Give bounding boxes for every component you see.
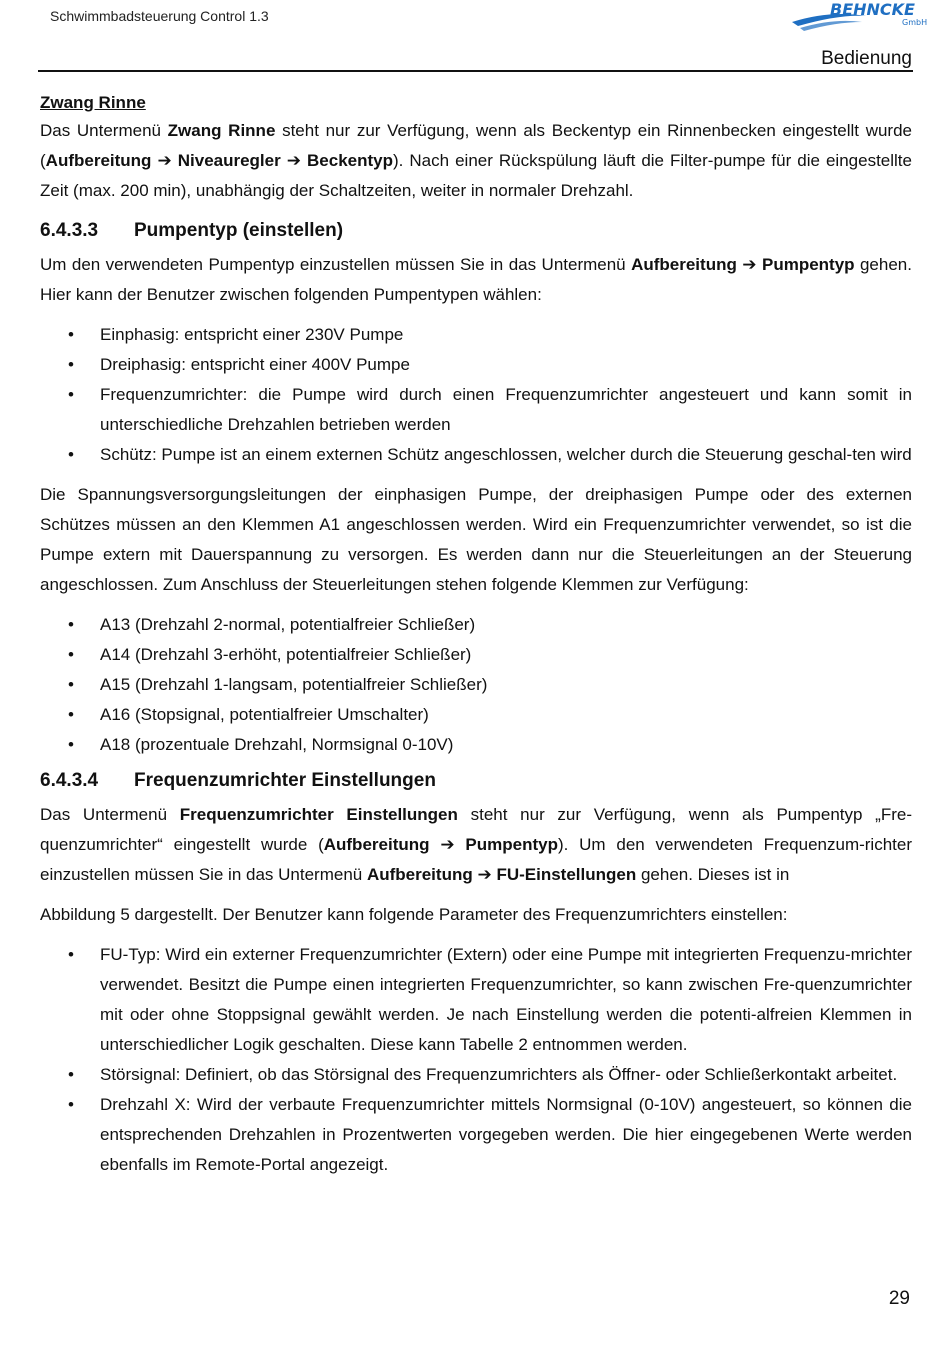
arrow-icon: ➔ (286, 151, 301, 170)
list-item: • Frequenzumrichter: die Pumpe wird durch einen Frequenzumrichter angesteuert und kann somit in unterschiedliche Drehzahlen betrieben werden (68, 385, 912, 434)
document-title: Schwimmbadsteuerung Control 1.3 (50, 8, 269, 24)
list-terminals (40, 610, 912, 760)
list-item: • Drehzahl X: Wird der verbaute Frequenzumrichter mittels Normsignal (0-10V) angesteuert, so können die entsprechenden Drehzahlen in Prozentwerten vorgegeben werden. Die hier eingegebenen Werte werden ebenfalls im Remote-Portal angezeigt. (68, 1095, 912, 1174)
paragraph-fu-parameters: Abbildung 5 dargestellt. Der Benutzer kann folgende Parameter des Frequenzumrichters einstellen: (40, 905, 788, 924)
behncke-logo (790, 0, 936, 34)
list-pumpentypes (40, 320, 912, 470)
page-content (40, 90, 912, 1180)
list-item: • Störsignal: Definiert, ob das Störsignal des Frequenzumrichters als Öffner- oder Schließerkontakt arbeitet. (68, 1065, 898, 1084)
heading-6-4-3-4: 6.4.3.4 Frequenzumrichter Einstellungen (40, 770, 436, 791)
list-item: • Schütz: Pumpe ist an einem externen Schütz angeschlossen, welcher durch die Steuerung geschal-ten wird (68, 445, 912, 464)
paragraph-fu-intro: Das Untermenü Frequenzumrichter Einstellungen steht nur zur Verfügung, wenn als Pumpentyp „Fre-quenzumrichter“ eingestellt wurde (Aufbereitung ➔ Pumpentyp). Um den verwendeten Frequenzum-richter einzustellen müssen Sie in das Untermenü Aufbereitung ➔ FU-Einstellungen gehen. Dieses ist in (40, 805, 913, 884)
list-item: • A15 (Drehzahl 1-langsam, potentialfreier Schließer) (68, 675, 488, 694)
logo-text: BEHNCKE (830, 0, 915, 19)
list-item: • A16 (Stopsignal, potentialfreier Umschalter) (68, 705, 429, 724)
header-rule (38, 70, 913, 72)
section-title: Bedienung (821, 48, 912, 69)
list-item: • FU-Typ: Wird ein externer Frequenzumrichter (Extern) oder eine Pumpe mit integrierten Frequenzu-mrichter verwendet. Besitzt die Pumpe einen integrierten Frequenzumrichter, so kann zwischen Fre-quenzumrichter mit oder ohne Stoppsignal gewählt werden. Je nach Einstellung werden die potenti-alfreien Klemmen in unterschiedlicher Logik geschalten. Diese kann Tabelle 2 entnommen werden. (68, 945, 912, 1054)
list-item: • Dreiphasig: entspricht einer 400V Pumpe (68, 355, 410, 374)
arrow-icon: ➔ (742, 255, 757, 274)
page-number: 29 (888, 1288, 910, 1309)
heading-6-4-3-3: 6.4.3.3 Pumpentyp (einstellen) (40, 220, 344, 241)
paragraph-zwang-rinne: Das Untermenü Zwang Rinne steht nur zur Verfügung, wenn als Beckentyp ein Rinnenbecken eingestellt wurde (Aufbereitung ➔ Niveauregler ➔ Beckentyp). Nach einer Rückspülung läuft die Filter-pumpe für die eingestellte Zeit (max. 200 min), unabhängig der Schaltzeiten, weiter in normaler Drehzahl. (40, 121, 913, 200)
subheading-zwang-rinne: Zwang Rinne (40, 93, 146, 112)
list-item: • Einphasig: entspricht einer 230V Pumpe (68, 325, 404, 344)
list-fu-parameters (40, 940, 912, 1180)
logo-sub: GmbH (902, 18, 928, 27)
list-item: • A18 (prozentuale Drehzahl, Normsignal 0-10V) (68, 735, 454, 754)
list-item: • A14 (Drehzahl 3-erhöht, potentialfreier Schließer) (68, 645, 472, 664)
paragraph-spannungsversorgung: Die Spannungsversorgungsleitungen der einphasigen Pumpe, der dreiphasigen Pumpe oder des externen Schützes müssen an den Klemmen A1 angeschlossen werden. Wird ein Frequenzumrichter verwendet, so ist die Pumpe extern mit Dauerspannung zu versorgen. Es werden dann nur die Steuerleitungen an der Steuerung angeschlossen. Zum Anschluss der Steuerleitungen stehen folgende Klemmen zur Verfügung: (40, 485, 912, 594)
arrow-icon: ➔ (477, 865, 492, 884)
arrow-icon: ➔ (440, 835, 455, 854)
list-item: • A13 (Drehzahl 2-normal, potentialfreier Schließer) (68, 615, 476, 634)
paragraph-pumpentyp-intro: Um den verwendeten Pumpentyp einzustellen müssen Sie in das Untermenü Aufbereitung ➔ Pumpentyp gehen. Hier kann der Benutzer zwischen folgenden Pumpentypen wählen: (40, 255, 912, 304)
arrow-icon: ➔ (157, 151, 172, 170)
